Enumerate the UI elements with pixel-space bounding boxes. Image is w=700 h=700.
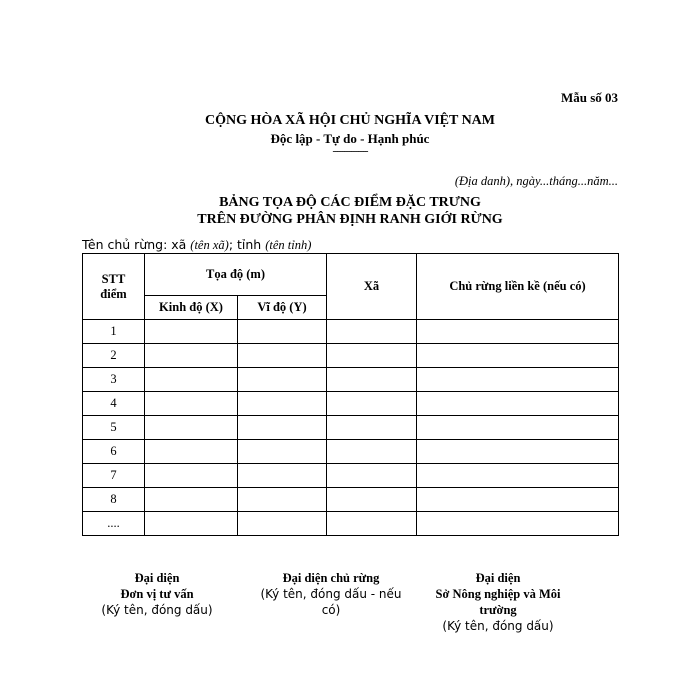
row-number: .... [83,512,145,536]
row-number: 6 [83,440,145,464]
row-number: 1 [83,320,145,344]
latitude-cell [238,368,327,392]
form-number: Mẫu số 03 [560,90,618,105]
longitude-cell [145,440,238,464]
latitude-cell [238,464,327,488]
latitude-cell [238,440,327,464]
neighbor-owner-cell [417,464,619,488]
table-row [83,368,619,392]
owner-prefix: Tên chủ rừng: xã [82,237,191,252]
row-number: 7 [83,464,145,488]
commune-cell [327,344,417,368]
row-number: 5 [83,416,145,440]
header-commune: Xã [327,254,417,320]
neighbor-owner-cell [417,488,619,512]
table-row [83,320,619,344]
signature-forest-owner [253,570,409,618]
national-motto: Độc lập - Tự do - Hạnh phúc [270,131,430,146]
table-row [83,440,619,464]
header-longitude: Kinh độ (X) [145,296,238,320]
signature-name: Đơn vị tư vấn [120,587,194,601]
table-row [83,416,619,440]
commune-cell [327,512,417,536]
neighbor-owner-cell [417,512,619,536]
longitude-cell [145,392,238,416]
header-latitude: Vĩ độ (Y) [238,296,327,320]
neighbor-owner-cell [417,320,619,344]
signature-consultant [82,570,232,618]
document-title-line-2: TRÊN ĐƯỜNG PHÂN ĐỊNH RANH GIỚI RỪNG [197,212,503,227]
commune-cell [327,464,417,488]
table-row [83,392,619,416]
neighbor-owner-cell [417,344,619,368]
signature-note: (Ký tên, đóng dấu) [442,619,554,633]
signature-note: (Ký tên, đóng dấu) [101,603,213,617]
latitude-cell [238,320,327,344]
longitude-cell [145,344,238,368]
signature-role: Đại diện chủ rừng [282,571,380,585]
table-row [83,464,619,488]
row-number: 8 [83,488,145,512]
longitude-cell [145,368,238,392]
province-placeholder: (tên tỉnh) [265,238,312,252]
neighbor-owner-cell [417,392,619,416]
latitude-cell [238,344,327,368]
row-number: 3 [83,368,145,392]
signature-name: Sở Nông nghiệp và Môi trường [435,587,561,617]
header-divider: --------------- [332,146,368,157]
coordinates-table [82,253,619,536]
longitude-cell [145,512,238,536]
neighbor-owner-cell [417,368,619,392]
longitude-cell [145,488,238,512]
forest-owner-line [82,237,311,253]
signature-department [418,570,578,634]
commune-cell [327,320,417,344]
row-number: 4 [83,392,145,416]
commune-cell [327,368,417,392]
longitude-cell [145,464,238,488]
header-neighbor-owner: Chủ rừng liền kề (nếu có) [417,254,619,320]
table-row [83,488,619,512]
commune-cell [327,488,417,512]
commune-placeholder: (tên xã) [190,238,229,252]
latitude-cell [238,392,327,416]
signature-role: Đại diện [475,571,521,585]
header-coordinates: Tọa độ (m) [145,254,327,296]
latitude-cell [238,512,327,536]
neighbor-owner-cell [417,440,619,464]
longitude-cell [145,320,238,344]
place-date-line: (Địa danh), ngày...tháng...năm... [454,174,618,188]
neighbor-owner-cell [417,416,619,440]
header-stt: STT điểm [83,254,145,320]
longitude-cell [145,416,238,440]
latitude-cell [238,416,327,440]
signature-role: Đại diện [134,571,180,585]
document-title-line-1: BẢNG TỌA ĐỘ CÁC ĐIỂM ĐẶC TRƯNG [219,195,481,210]
table-row [83,512,619,536]
latitude-cell [238,488,327,512]
table-row [83,344,619,368]
row-number: 2 [83,344,145,368]
national-title: CỘNG HÒA XÃ HỘI CHỦ NGHĨA VIỆT NAM [204,113,495,128]
commune-cell [327,440,417,464]
signature-note: (Ký tên, đóng dấu - nếu có) [260,587,402,617]
owner-middle: ; tỉnh [228,237,266,252]
commune-cell [327,392,417,416]
commune-cell [327,416,417,440]
